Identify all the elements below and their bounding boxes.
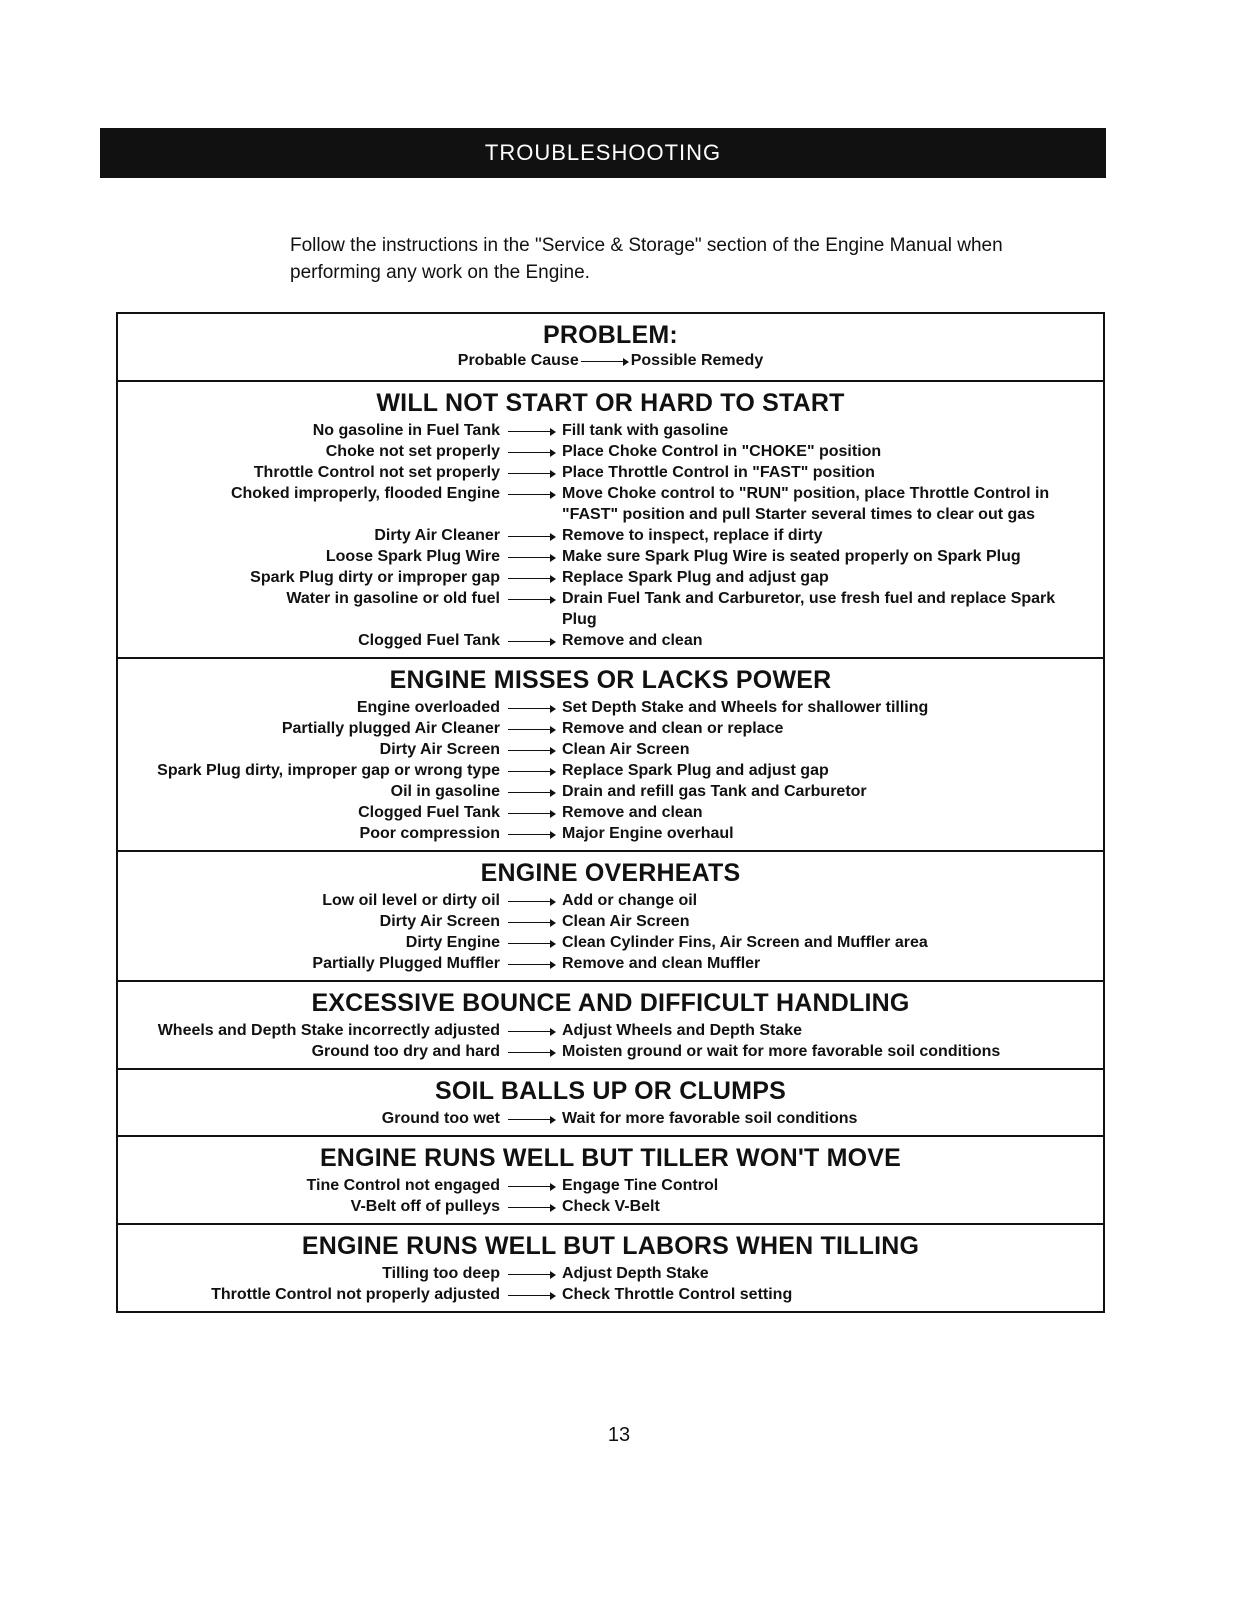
arrow-icon: [506, 1041, 558, 1062]
probable-cause: Throttle Control not properly adjusted: [211, 1286, 500, 1303]
cause-remedy-row: [118, 697, 1103, 718]
cause-remedy-row: [118, 890, 1103, 911]
problem-title: ENGINE OVERHEATS: [480, 859, 741, 887]
probable-cause: Partially Plugged Muffler: [312, 955, 500, 972]
probable-cause: Ground too wet: [381, 1110, 500, 1127]
possible-remedy: Add or change oil: [562, 892, 698, 909]
troubleshooting-table: [116, 312, 1105, 1313]
possible-remedy: Wait for more favorable soil conditions: [562, 1110, 858, 1127]
problem-section: [118, 982, 1103, 1070]
problem-title: ENGINE RUNS WELL BUT LABORS WHEN TILLING: [301, 1232, 920, 1260]
possible-remedy: Adjust Depth Stake: [562, 1265, 709, 1282]
cause-remedy-row: [118, 760, 1103, 781]
cause-remedy-list: [118, 420, 1103, 651]
arrow-icon: [506, 697, 558, 718]
cause-remedy-row: [118, 525, 1103, 546]
arrow-icon: [506, 760, 558, 781]
arrow-icon: [506, 781, 558, 802]
cause-remedy-row: [118, 483, 1103, 525]
cause-remedy-row: [118, 420, 1103, 441]
probable-cause: Engine overloaded: [356, 699, 500, 716]
cause-remedy-list: [118, 697, 1103, 844]
arrow-icon: [506, 802, 558, 823]
possible-remedy: Remove and clean or replace: [562, 720, 784, 737]
probable-cause: Dirty Engine: [405, 934, 500, 951]
arrow-icon: [506, 739, 558, 760]
cause-remedy-row: [118, 441, 1103, 462]
cause-remedy-row: [118, 802, 1103, 823]
arrow-icon: [506, 718, 558, 739]
cause-remedy-row: [118, 1041, 1103, 1062]
cause-remedy-row: [118, 462, 1103, 483]
possible-remedy: Check Throttle Control setting: [562, 1286, 793, 1303]
arrow-icon: [506, 823, 558, 844]
cause-remedy-list: [118, 1020, 1103, 1062]
probable-cause: Choked improperly, flooded Engine: [230, 485, 500, 502]
possible-remedy: Remove and clean: [562, 804, 703, 821]
cause-remedy-row: [118, 953, 1103, 974]
possible-remedy: Drain and refill gas Tank and Carburetor: [562, 783, 867, 800]
cause-remedy-row: [118, 1284, 1103, 1305]
cause-remedy-row: [118, 823, 1103, 844]
probable-cause: Spark Plug dirty, improper gap or wrong type: [157, 762, 500, 779]
cause-remedy-row: [118, 718, 1103, 739]
arrow-icon: [506, 1020, 558, 1041]
possible-remedy: Adjust Wheels and Depth Stake: [562, 1022, 803, 1039]
possible-remedy: Fill tank with gasoline: [562, 422, 729, 439]
arrow-icon: [506, 1263, 558, 1284]
probable-cause: Ground too dry and hard: [311, 1043, 500, 1060]
possible-remedy: Replace Spark Plug and adjust gap: [562, 569, 829, 586]
arrow-icon: [506, 546, 558, 567]
problem-section: [118, 659, 1103, 852]
probable-cause: Tine Control not engaged: [306, 1177, 500, 1194]
possible-remedy: Drain Fuel Tank and Carburetor, use fresh fuel and replace Spark Plug: [562, 590, 1056, 628]
probable-cause: Poor compression: [359, 825, 500, 842]
probable-cause: Clogged Fuel Tank: [358, 632, 500, 649]
problem-heading: PROBLEM:: [543, 321, 678, 349]
problem-title: EXCESSIVE BOUNCE AND DIFFICULT HANDLING: [311, 989, 910, 1017]
problem-section: [118, 1225, 1103, 1311]
cause-remedy-row: [118, 1263, 1103, 1284]
arrow-icon: [506, 1175, 558, 1196]
problem-section: [118, 1070, 1103, 1137]
cause-remedy-list: [118, 1175, 1103, 1217]
arrow-icon: [579, 350, 631, 371]
probable-cause: Clogged Fuel Tank: [358, 804, 500, 821]
probable-cause: Spark Plug dirty or improper gap: [250, 569, 500, 586]
probable-cause: V-Belt off of pulleys: [350, 1198, 500, 1215]
cause-remedy-row: [118, 546, 1103, 567]
arrow-icon: [506, 567, 558, 588]
possible-remedy: Move Choke control to "RUN" position, place Throttle Control in "FAST" position and pull Starter several times to clear out gas: [562, 485, 1050, 523]
cause-remedy-row: [118, 1196, 1103, 1217]
arrow-icon: [506, 953, 558, 974]
page-number: 13: [607, 1424, 631, 1446]
probable-cause: Dirty Air Cleaner: [374, 527, 500, 544]
possible-remedy: Make sure Spark Plug Wire is seated properly on Spark Plug: [562, 548, 1021, 565]
problem-section: [118, 382, 1103, 659]
cause-remedy-list: [118, 890, 1103, 974]
arrow-icon: [506, 1108, 558, 1129]
cause-remedy-row: [118, 1108, 1103, 1129]
probable-cause: Tilling too deep: [382, 1265, 500, 1282]
intro-paragraph: Follow the instructions in the "Service & Storage" section of the Engine Manual when performing any work on the Engine.: [290, 235, 1003, 283]
possible-remedy: Moisten ground or wait for more favorable soil conditions: [562, 1043, 1001, 1060]
arrow-icon: [506, 932, 558, 953]
probable-cause: Partially plugged Air Cleaner: [281, 720, 500, 737]
probable-cause: Dirty Air Screen: [379, 913, 500, 930]
possible-remedy: Clean Air Screen: [562, 913, 690, 930]
probable-cause: Wheels and Depth Stake incorrectly adjusted: [157, 1022, 500, 1039]
cause-remedy-row: [118, 588, 1103, 630]
possible-remedy: Remove and clean: [562, 632, 703, 649]
possible-remedy: Remove to inspect, replace if dirty: [562, 527, 823, 544]
cause-label: Probable Cause: [457, 352, 579, 369]
cause-remedy-row: [118, 567, 1103, 588]
probable-cause: Throttle Control not set properly: [253, 464, 500, 481]
probable-cause: Low oil level or dirty oil: [322, 892, 500, 909]
cause-remedy-row: [118, 1020, 1103, 1041]
possible-remedy: Clean Air Screen: [562, 741, 690, 758]
possible-remedy: Place Throttle Control in "FAST" position: [562, 464, 875, 481]
cause-remedy-row: [118, 781, 1103, 802]
cause-remedy-row: [118, 630, 1103, 651]
cause-remedy-row: [118, 911, 1103, 932]
banner-title: TROUBLESHOOTING: [484, 140, 722, 165]
possible-remedy: Engage Tine Control: [562, 1177, 719, 1194]
probable-cause: Dirty Air Screen: [379, 741, 500, 758]
table-header: [118, 314, 1103, 382]
arrow-icon: [506, 588, 558, 609]
arrow-icon: [506, 525, 558, 546]
arrow-icon: [506, 911, 558, 932]
probable-cause: No gasoline in Fuel Tank: [312, 422, 500, 439]
arrow-icon: [506, 462, 558, 483]
remedy-label: Possible Remedy: [630, 352, 764, 369]
problem-title: ENGINE MISSES OR LACKS POWER: [389, 666, 832, 694]
arrow-icon: [506, 1196, 558, 1217]
problem-title: ENGINE RUNS WELL BUT TILLER WON'T MOVE: [319, 1144, 902, 1172]
possible-remedy: Remove and clean Muffler: [562, 955, 761, 972]
possible-remedy: Major Engine overhaul: [562, 825, 734, 842]
probable-cause: Choke not set properly: [325, 443, 500, 460]
possible-remedy: Replace Spark Plug and adjust gap: [562, 762, 829, 779]
arrow-icon: [506, 630, 558, 651]
problem-section: [118, 852, 1103, 982]
arrow-icon: [506, 1284, 558, 1305]
cause-remedy-row: [118, 932, 1103, 953]
arrow-icon: [506, 441, 558, 462]
probable-cause: Loose Spark Plug Wire: [325, 548, 500, 565]
problem-title: WILL NOT START OR HARD TO START: [376, 389, 845, 417]
probable-cause: Water in gasoline or old fuel: [286, 590, 500, 607]
cause-remedy-list: [118, 1108, 1103, 1129]
arrow-icon: [506, 420, 558, 441]
problem-title: SOIL BALLS UP OR CLUMPS: [435, 1077, 786, 1105]
possible-remedy: Clean Cylinder Fins, Air Screen and Muffler area: [562, 934, 928, 951]
cause-remedy-list: [118, 1263, 1103, 1305]
column-legend: [118, 350, 1103, 372]
probable-cause: Oil in gasoline: [390, 783, 500, 800]
possible-remedy: Check V-Belt: [562, 1198, 660, 1215]
cause-remedy-row: [118, 739, 1103, 760]
section-banner: [100, 128, 1106, 178]
possible-remedy: Set Depth Stake and Wheels for shallower tilling: [562, 699, 929, 716]
possible-remedy: Place Choke Control in "CHOKE" position: [562, 443, 882, 460]
arrow-icon: [506, 483, 558, 504]
arrow-icon: [506, 890, 558, 911]
problem-section: [118, 1137, 1103, 1225]
cause-remedy-row: [118, 1175, 1103, 1196]
